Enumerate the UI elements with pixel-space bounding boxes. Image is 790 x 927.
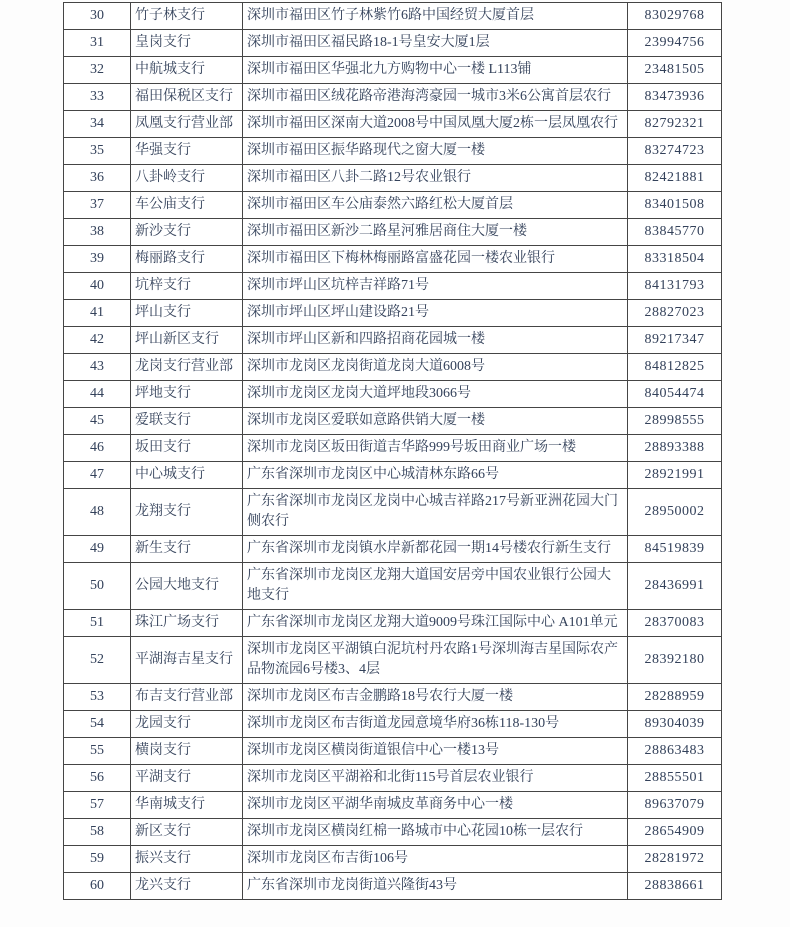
- branch-name: 竹子林支行: [131, 3, 243, 30]
- branch-phone: 83274723: [628, 138, 722, 165]
- branch-phone: 28998555: [628, 408, 722, 435]
- branch-phone: 28838661: [628, 873, 722, 900]
- branch-number: 30: [64, 3, 131, 30]
- branch-phone: 28921991: [628, 462, 722, 489]
- branch-number: 43: [64, 354, 131, 381]
- table-row: [64, 792, 722, 819]
- branch-number: 51: [64, 610, 131, 637]
- branch-address: 深圳市龙岗区平湖镇白泥坑村丹农路1号深圳海吉星国际农产品物流园6号楼3、4层: [243, 637, 628, 684]
- branch-name: 平湖海吉星支行: [131, 637, 243, 684]
- branch-address: 深圳市龙岗区平湖裕和北街115号首层农业银行: [243, 765, 628, 792]
- branch-number: 45: [64, 408, 131, 435]
- branch-name: 公园大地支行: [131, 563, 243, 610]
- branch-address: 深圳市福田区绒花路帝港海湾豪园一城市3米6公寓首层农行: [243, 84, 628, 111]
- branch-address: 深圳市坪山区新和四路招商花园城一楼: [243, 327, 628, 354]
- branch-number: 49: [64, 536, 131, 563]
- branch-name: 新区支行: [131, 819, 243, 846]
- branch-phone: 89637079: [628, 792, 722, 819]
- branch-name: 新沙支行: [131, 219, 243, 246]
- branch-address: 深圳市龙岗区爱联如意路供销大厦一楼: [243, 408, 628, 435]
- table-row: [64, 637, 722, 684]
- branch-number: 36: [64, 165, 131, 192]
- branch-address: 深圳市福田区竹子林紫竹6路中国经贸大厦首层: [243, 3, 628, 30]
- branch-address: 深圳市龙岗区横岗红棉一路城市中心花园10栋一层农行: [243, 819, 628, 846]
- branch-phone: 28436991: [628, 563, 722, 610]
- branch-address: 广东省深圳市龙岗区龙翔大道9009号珠江国际中心 A101单元: [243, 610, 628, 637]
- branch-name: 爱联支行: [131, 408, 243, 435]
- branch-phone: 82421881: [628, 165, 722, 192]
- branch-address: 深圳市龙岗区龙岗街道龙岗大道6008号: [243, 354, 628, 381]
- table-row: [64, 738, 722, 765]
- branch-address: 深圳市福田区深南大道2008号中国凤凰大厦2栋一层凤凰农行: [243, 111, 628, 138]
- branch-number: 56: [64, 765, 131, 792]
- table-row: [64, 111, 722, 138]
- branch-address: 深圳市坪山区坪山建设路21号: [243, 300, 628, 327]
- branch-name: 龙园支行: [131, 711, 243, 738]
- table-row: [64, 462, 722, 489]
- branch-number: 54: [64, 711, 131, 738]
- table-row: [64, 138, 722, 165]
- branch-phone: 84131793: [628, 273, 722, 300]
- branch-address: 深圳市龙岗区布吉金鹏路18号农行大厦一楼: [243, 684, 628, 711]
- branch-number: 58: [64, 819, 131, 846]
- branch-address: 深圳市福田区八卦二路12号农业银行: [243, 165, 628, 192]
- branch-number: 47: [64, 462, 131, 489]
- branch-phone: 28893388: [628, 435, 722, 462]
- branch-name: 坂田支行: [131, 435, 243, 462]
- branch-phone: 23481505: [628, 57, 722, 84]
- table-row: [64, 381, 722, 408]
- branch-number: 44: [64, 381, 131, 408]
- table-row: [64, 327, 722, 354]
- branch-phone: 84519839: [628, 536, 722, 563]
- branch-name: 华强支行: [131, 138, 243, 165]
- table-body: [64, 3, 722, 900]
- branch-address: 深圳市龙岗区平湖华南城皮革商务中心一楼: [243, 792, 628, 819]
- branch-phone: 28288959: [628, 684, 722, 711]
- branch-number: 46: [64, 435, 131, 462]
- branch-name: 横岗支行: [131, 738, 243, 765]
- table-row: [64, 273, 722, 300]
- table-row: [64, 30, 722, 57]
- branch-name: 中航城支行: [131, 57, 243, 84]
- branch-number: 37: [64, 192, 131, 219]
- branch-address: 深圳市福田区下梅林梅丽路富盛花园一楼农业银行: [243, 246, 628, 273]
- branch-number: 53: [64, 684, 131, 711]
- branch-phone: 89217347: [628, 327, 722, 354]
- branch-address: 广东省深圳市龙岗区中心城清林东路66号: [243, 462, 628, 489]
- table-row: [64, 684, 722, 711]
- branch-address: 深圳市龙岗区横岗街道银信中心一楼13号: [243, 738, 628, 765]
- table-row: [64, 563, 722, 610]
- branch-number: 42: [64, 327, 131, 354]
- branch-phone: 28827023: [628, 300, 722, 327]
- table-row: [64, 219, 722, 246]
- table-row: [64, 765, 722, 792]
- branch-number: 50: [64, 563, 131, 610]
- branch-name: 龙兴支行: [131, 873, 243, 900]
- branch-phone: 84812825: [628, 354, 722, 381]
- branch-address: 深圳市龙岗区坂田街道吉华路999号坂田商业广场一楼: [243, 435, 628, 462]
- branch-address: 深圳市龙岗区龙岗大道坪地段3066号: [243, 381, 628, 408]
- branch-phone: 89304039: [628, 711, 722, 738]
- branch-name: 梅丽路支行: [131, 246, 243, 273]
- branch-phone: 23994756: [628, 30, 722, 57]
- branch-name: 龙岗支行营业部: [131, 354, 243, 381]
- table-row: [64, 819, 722, 846]
- table-row: [64, 354, 722, 381]
- branch-number: 60: [64, 873, 131, 900]
- branch-name: 振兴支行: [131, 846, 243, 873]
- branch-number: 48: [64, 489, 131, 536]
- document-page: [63, 2, 722, 900]
- table-row: [64, 3, 722, 30]
- branch-name: 龙翔支行: [131, 489, 243, 536]
- branch-phone: 28950002: [628, 489, 722, 536]
- branch-phone: 84054474: [628, 381, 722, 408]
- branch-number: 31: [64, 30, 131, 57]
- branch-address: 深圳市坪山区坑梓吉祥路71号: [243, 273, 628, 300]
- branch-number: 32: [64, 57, 131, 84]
- branch-number: 39: [64, 246, 131, 273]
- branch-name: 中心城支行: [131, 462, 243, 489]
- branch-address: 深圳市福田区新沙二路星河雅居商住大厦一楼: [243, 219, 628, 246]
- table-row: [64, 873, 722, 900]
- branch-name: 珠江广场支行: [131, 610, 243, 637]
- branch-address: 深圳市福田区福民路18-1号皇安大厦1层: [243, 30, 628, 57]
- branch-number: 55: [64, 738, 131, 765]
- branch-directory-table: [63, 2, 722, 900]
- table-row: [64, 610, 722, 637]
- table-row: [64, 300, 722, 327]
- branch-number: 40: [64, 273, 131, 300]
- branch-address: 广东省深圳市龙岗区龙岗中心城吉祥路217号新亚洲花园大门侧农行: [243, 489, 628, 536]
- table-row: [64, 57, 722, 84]
- branch-phone: 28654909: [628, 819, 722, 846]
- branch-address: 广东省深圳市龙岗街道兴隆街43号: [243, 873, 628, 900]
- branch-name: 新生支行: [131, 536, 243, 563]
- branch-address: 广东省深圳市龙岗区龙翔大道国安居旁中国农业银行公园大地支行: [243, 563, 628, 610]
- branch-address: 广东省深圳市龙岗镇水岸新都花园一期14号楼农行新生支行: [243, 536, 628, 563]
- table-row: [64, 84, 722, 111]
- branch-phone: 28370083: [628, 610, 722, 637]
- branch-phone: 28863483: [628, 738, 722, 765]
- branch-address: 深圳市龙岗区布吉街106号: [243, 846, 628, 873]
- branch-address: 深圳市龙岗区布吉街道龙园意境华府36栋118-130号: [243, 711, 628, 738]
- branch-number: 59: [64, 846, 131, 873]
- branch-number: 35: [64, 138, 131, 165]
- branch-name: 八卦岭支行: [131, 165, 243, 192]
- branch-name: 布吉支行营业部: [131, 684, 243, 711]
- branch-phone: 83318504: [628, 246, 722, 273]
- branch-name: 凤凰支行营业部: [131, 111, 243, 138]
- table-row: [64, 846, 722, 873]
- branch-phone: 83845770: [628, 219, 722, 246]
- branch-phone: 83401508: [628, 192, 722, 219]
- branch-phone: 28281972: [628, 846, 722, 873]
- branch-name: 坑梓支行: [131, 273, 243, 300]
- branch-name: 皇岗支行: [131, 30, 243, 57]
- table-row: [64, 408, 722, 435]
- branch-number: 52: [64, 637, 131, 684]
- table-row: [64, 435, 722, 462]
- branch-phone: 82792321: [628, 111, 722, 138]
- branch-phone: 83029768: [628, 3, 722, 30]
- branch-name: 坪地支行: [131, 381, 243, 408]
- branch-number: 34: [64, 111, 131, 138]
- table-row: [64, 192, 722, 219]
- branch-phone: 28392180: [628, 637, 722, 684]
- branch-number: 57: [64, 792, 131, 819]
- branch-name: 平湖支行: [131, 765, 243, 792]
- branch-name: 坪山新区支行: [131, 327, 243, 354]
- branch-number: 38: [64, 219, 131, 246]
- branch-name: 车公庙支行: [131, 192, 243, 219]
- branch-number: 33: [64, 84, 131, 111]
- branch-address: 深圳市福田区振华路现代之窗大厦一楼: [243, 138, 628, 165]
- table-row: [64, 165, 722, 192]
- branch-name: 坪山支行: [131, 300, 243, 327]
- branch-phone: 83473936: [628, 84, 722, 111]
- branch-number: 41: [64, 300, 131, 327]
- branch-name: 福田保税区支行: [131, 84, 243, 111]
- table-row: [64, 711, 722, 738]
- branch-address: 深圳市福田区车公庙泰然六路红松大厦首层: [243, 192, 628, 219]
- branch-address: 深圳市福田区华强北九方购物中心一楼 L113铺: [243, 57, 628, 84]
- table-row: [64, 536, 722, 563]
- branch-phone: 28855501: [628, 765, 722, 792]
- table-row: [64, 489, 722, 536]
- branch-name: 华南城支行: [131, 792, 243, 819]
- table-row: [64, 246, 722, 273]
